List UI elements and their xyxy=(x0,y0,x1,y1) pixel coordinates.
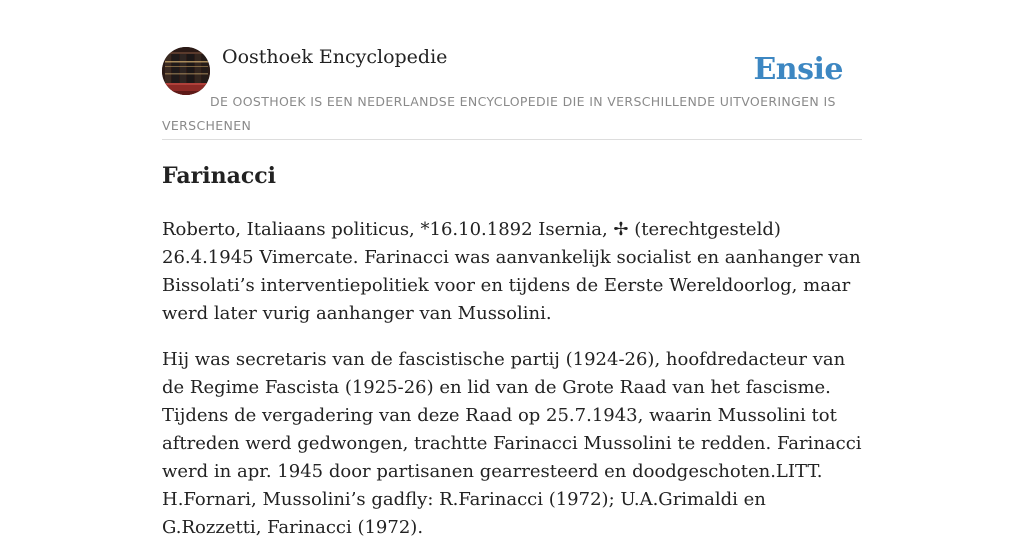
article-body xyxy=(162,216,862,560)
site-tagline: DE OOSTHOEK IS EEN NEDERLANDSE ENCYCLOPEDIE DIE IN VERSCHILLENDE UITVOERINGEN IS VERSCHENEN xyxy=(162,94,836,133)
site-title[interactable]: Oosthoek Encyclopedie xyxy=(222,46,448,68)
bookshelf-avatar-icon[interactable] xyxy=(162,47,210,95)
article-paragraph: Roberto, Italiaans politicus, *16.10.1892 Isernia, ✢ (terechtgesteld) 26.4.1945 Vimercate. Farinacci was aanvankelijk socialist en aanhanger van Bissolati’s interventiepolitiek voor en tijdens de Eerste Wereldoorlog, maar werd later vurig aanhanger van Mussolini. xyxy=(162,219,861,324)
article-paragraph: Hij was secretaris van de fascistische partij (1924-26), hoofdredacteur van de Regime Fascista (1925-26) en lid van de Grote Raad van het fascisme. Tijdens de vergadering van deze Raad op 25.7.1943, waarin Mussolini tot aftreden werd gedwongen, trachtte Farinacci Mussolini te redden. Farinacci werd in apr. 1945 door partisanen gearresteerd en doodgeschoten.LITT. H.Fornari, Mussolini’s gadfly: R.Farinacci (1972); U.A.Grimaldi en G.Rozzetti, Farinacci (1972). xyxy=(162,349,862,538)
article-title: Farinacci xyxy=(162,163,277,189)
header-divider xyxy=(162,139,862,140)
header xyxy=(162,0,862,140)
brand-logo[interactable]: Ensie xyxy=(753,52,843,87)
page xyxy=(162,0,862,538)
